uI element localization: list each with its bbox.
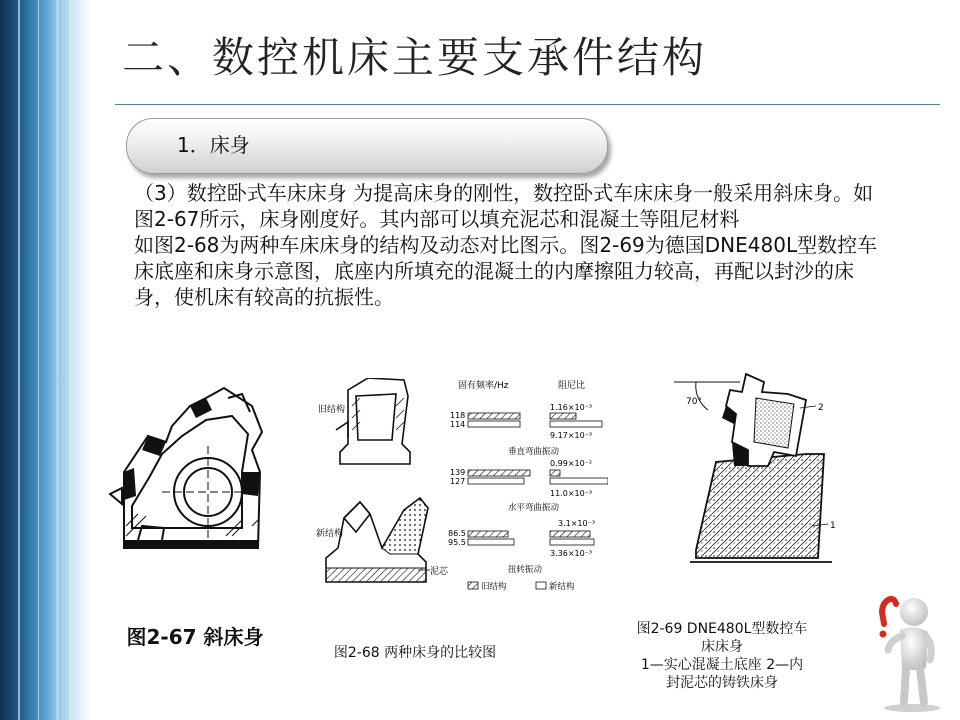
damp-1b: 9.17×10⁻³	[550, 431, 593, 440]
left-decorative-bar	[0, 0, 92, 720]
caption-figure-2-67: 图2-67 斜床身	[126, 625, 264, 649]
label-core: 泥芯	[430, 567, 449, 577]
caption-figure-2-69	[608, 620, 836, 692]
damp-1a: 1.16×10⁻³	[550, 403, 593, 412]
figure-2-67	[102, 376, 280, 562]
damp-2b: 11.0×10⁻³	[550, 489, 593, 498]
freq-1a: 118	[450, 411, 466, 420]
dne480l-bed-drawing	[656, 370, 856, 580]
caption-2-69-line3: 1—实心混凝土底座 2—内	[640, 657, 804, 673]
header-natural-frequency: 固有频率/Hz	[458, 381, 509, 391]
freq-3a: 86.5	[448, 529, 466, 538]
label-new-structure: 新结构	[316, 529, 344, 539]
title-divider	[115, 104, 940, 105]
section-pill	[126, 118, 608, 174]
body-paragraph-2: 如图2-68为两种车床床身的结构及动态对比图示。图2-69为德国DNE480L型数控车床底座和床身示意图，底座内所填充的混凝土的内摩擦阻力较高，再配以封沙的床身，使机床有较高的抗振性。	[134, 233, 878, 309]
freq-2a: 139	[450, 468, 466, 477]
damp-2a: 0.99×10⁻²	[550, 459, 593, 468]
row-torsion: 扭转振动	[508, 565, 543, 575]
angle-label: 70°	[686, 397, 702, 407]
callout-2: 2	[818, 403, 824, 413]
page-title: 二、数控机床主要支承件结构	[122, 33, 708, 82]
freq-2b: 127	[450, 477, 466, 486]
label-old-structure: 旧结构	[318, 405, 346, 415]
legend-new: 新结构	[549, 582, 575, 592]
row-vertical-bending: 垂直弯曲振动	[508, 447, 560, 457]
damp-3b: 3.36×10⁻³	[550, 549, 593, 558]
freq-3b: 95.5	[448, 538, 466, 547]
legend-old: 旧结构	[481, 582, 507, 592]
body-paragraph-1: （3）数控卧式车床床身 为提高床身的刚性，数控卧式车床床身一般采用斜床身。如图2-67所示，床身刚度好。其内部可以填充泥芯和混凝土等阻尼材料	[134, 181, 874, 231]
freq-1b: 114	[450, 420, 466, 429]
row-horizontal-bending: 水平弯曲振动	[508, 503, 560, 513]
header-damping-ratio: 阻尼比	[558, 381, 586, 391]
callout-1: 1	[830, 521, 836, 531]
slant-bed-drawing	[102, 376, 280, 562]
caption-figure-2-68: 图2-68 两种床身的比较图	[333, 645, 497, 661]
caption-2-69-line2: 床床身	[701, 639, 743, 655]
caption-2-69-line1: 图2-69 DNE480L型数控车	[636, 621, 808, 637]
old-structure-drawing	[336, 378, 410, 464]
legend-old-swatch	[468, 582, 478, 589]
question-figure-icon	[862, 584, 952, 718]
bed-comparison-drawing	[308, 378, 608, 596]
section-label: 1．床身	[177, 133, 250, 157]
caption-2-69-line4: 封泥芯的铸铁床身	[666, 675, 778, 691]
damp-3a: 3.1×10⁻³	[558, 519, 596, 528]
figure-2-68	[308, 378, 608, 596]
figure-2-69	[656, 370, 856, 580]
body-text	[134, 180, 884, 310]
legend-new-swatch	[536, 582, 546, 589]
